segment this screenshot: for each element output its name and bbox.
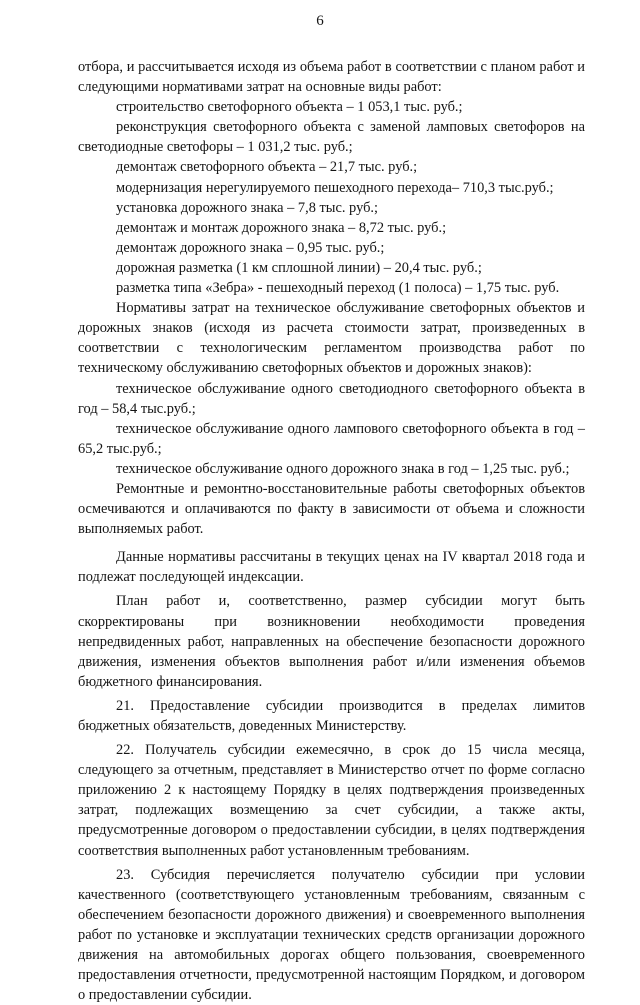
page-number: 6 bbox=[316, 13, 324, 29]
paragraph: модернизация нерегулируемого пешеходного перехода– 710,3 тыс.руб.; bbox=[116, 179, 554, 196]
paragraph: техническое обслуживание одного дорожного знака в год – 1,25 тыс. руб.; bbox=[116, 460, 570, 477]
paragraph: демонтаж дорожного знака – 0,95 тыс. руб.; bbox=[116, 239, 385, 256]
paragraph: строительство светофорного объекта – 1 053,1 тыс. руб.; bbox=[116, 99, 463, 116]
paragraph: техническое обслуживание одного лампового светофорного объекта в год – 65,2 тыс.руб.; bbox=[78, 420, 585, 457]
paragraph: дорожная разметка (1 км сплошной линии) – 20,4 тыс. руб.; bbox=[116, 259, 482, 276]
paragraph: 23. Субсидия перечисляется получателю субсидии при условии качественного (соответствующего установленным требованиям, связанным с обеспечением безопасности дорожного движения) и своевременного выполнения работ по установке и эксплуатации технических средств организации дорожного движения на автомобильных дорогах общего пользования, своевременного предоставления отчетности, предусмотренной настоящим Порядком, и договором о предоставлении субсидии. bbox=[78, 866, 585, 1004]
paragraph: отбора, и рассчитывается исходя из объема работ в соответствии с планом работ и следующими нормативами затрат на основные виды работ: bbox=[78, 59, 585, 96]
document-body bbox=[78, 57, 585, 1005]
paragraph: Ремонтные и ремонтно-восстановительные работы светофорных объектов осмечиваются и оплачиваются по факту в зависимости от объема и сложности выполняемых работ. bbox=[78, 480, 585, 538]
paragraph: 21. Предоставление субсидии производится в пределах лимитов бюджетных обязательств, доведенных Министерству. bbox=[78, 697, 585, 734]
paragraph: План работ и, соответственно, размер субсидии могут быть скорректированы при возникновении необходимости проведения непредвиденных работ, направленных на обеспечение безопасности дорожного движения, изменения объектов выполнения работ и/или изменения объемов бюджетного финансирования. bbox=[78, 593, 585, 690]
paragraph: демонтаж светофорного объекта – 21,7 тыс. руб.; bbox=[116, 159, 418, 176]
paragraph: реконструкция светофорного объекта с заменой ламповых светофоров на светодиодные светофоры – 1 031,2 тыс. руб.; bbox=[78, 119, 585, 156]
paragraph: Нормативы затрат на техническое обслуживание светофорных объектов и дорожных знаков (исходя из расчета стоимости затрат, произведенных в соответствии с технологическим регламентом производства работ по техническому обслуживанию светофорных объектов и дорожных знаков): bbox=[78, 300, 585, 377]
paragraph: техническое обслуживание одного светодиодного светофорного объекта в год – 58,4 тыс.руб.; bbox=[78, 380, 585, 417]
paragraph: Данные нормативы рассчитаны в текущих ценах на IV квартал 2018 года и подлежат последующей индексации. bbox=[78, 549, 585, 586]
paragraph: разметка типа «Зебра» - пешеходный переход (1 полоса) – 1,75 тыс. руб. bbox=[116, 280, 560, 297]
paragraph: установка дорожного знака – 7,8 тыс. руб.; bbox=[116, 199, 378, 216]
paragraph: демонтаж и монтаж дорожного знака – 8,72 тыс. руб.; bbox=[116, 219, 447, 236]
paragraph: 22. Получатель субсидии ежемесячно, в срок до 15 числа месяца, следующего за отчетным, представляет в Министерство отчет по форме согласно приложению 2 к настоящему Порядку в целях подтверждения произведенных затрат, подлежащих возмещению за счет субсидии, а также акты, предусмотренные договором о предоставлении субсидии, в целях подтверждения соответствия выполненных работ установленным требованиям. bbox=[78, 742, 585, 859]
